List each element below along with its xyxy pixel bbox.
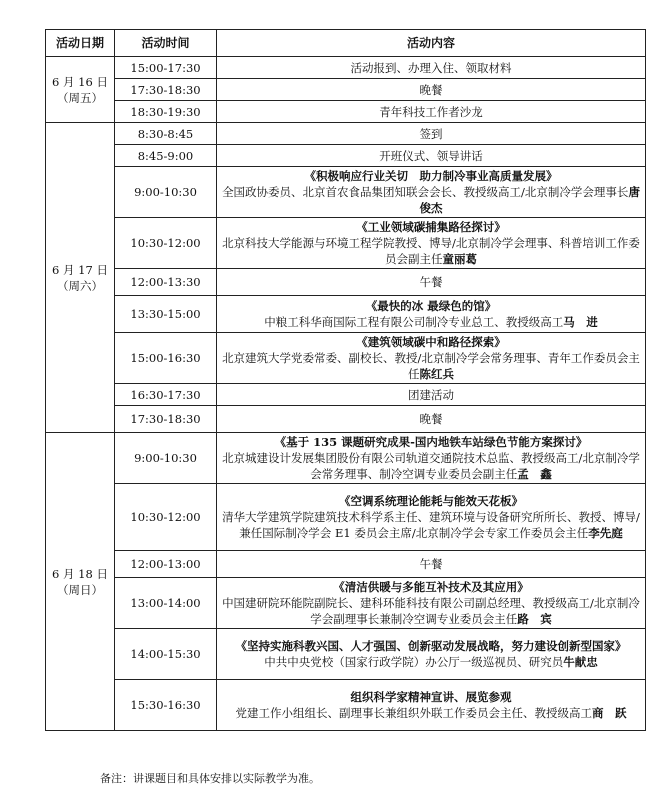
lecture-title: 《建筑领域碳中和路径探索》	[356, 335, 506, 349]
footnote: 备注：讲课题目和具体安排以实际教学为准。	[100, 772, 320, 785]
lecture-title: 组织科学家精神宣讲、展览参观	[350, 690, 512, 704]
time-cell: 12:00-13:00	[115, 551, 217, 578]
table-row	[46, 578, 646, 629]
date-label: 6 月 16 日	[52, 74, 108, 89]
date-label: 6 月 17 日	[52, 262, 108, 277]
table-row	[46, 57, 646, 79]
speaker-role: 北京城建设计发展集团股份有限公司轨道交通院技术总监、教授级高工/北京制冷学会常务理事、制冷空调专业委员会副主任	[222, 451, 640, 481]
speaker-name: 唐俊杰	[419, 185, 640, 215]
table-row	[46, 433, 646, 484]
speaker-name: 李先庭	[588, 526, 623, 540]
time-cell: 10:30-12:00	[115, 484, 217, 551]
table-row	[46, 333, 646, 384]
lecture-title: 《基于 135 课题研究成果-国内地铁车站绿色节能方案探讨》	[274, 435, 588, 449]
speaker-role: 党建工作小组组长、副理事长兼组织外联工作委员会主任、教授级高工	[235, 706, 592, 720]
table-row	[46, 269, 646, 296]
table-row	[46, 145, 646, 167]
time-cell: 10:30-12:00	[115, 218, 217, 269]
table-row	[46, 123, 646, 145]
time-cell: 14:00-15:30	[115, 629, 217, 680]
table-row	[46, 551, 646, 578]
speaker-role: 北京建筑大学党委常委、副校长、教授/北京制冷学会常务理事、青年工作委员会主任	[222, 351, 640, 381]
date-cell	[46, 123, 115, 433]
time-cell: 13:00-14:00	[115, 578, 217, 629]
table-row	[46, 680, 646, 731]
time-cell: 18:30-19:30	[115, 101, 217, 123]
content-cell	[217, 333, 646, 384]
time-cell: 15:00-16:30	[115, 333, 217, 384]
speaker-name: 孟 鑫	[517, 467, 552, 481]
table-row	[46, 79, 646, 101]
table-row	[46, 296, 646, 333]
table-row	[46, 406, 646, 433]
header-time: 活动时间	[115, 30, 217, 57]
content-cell: 午餐	[217, 551, 646, 578]
content-cell: 活动报到、办理入住、领取材料	[217, 57, 646, 79]
content-cell: 晚餐	[217, 79, 646, 101]
date-cell	[46, 433, 115, 731]
time-cell: 9:00-10:30	[115, 167, 217, 218]
speaker-role: 中国建研院环能院副院长、建科环能科技有限公司副总经理、教授级高工/北京制冷学会副理事长兼制冷空调专业委员会主任	[222, 596, 640, 626]
lecture-title: 《坚持实施科教兴国、人才强国、创新驱动发展战略，努力建设创新型国家》	[235, 639, 627, 653]
speaker-role: 北京科技大学能源与环境工程学院教授、博导/北京制冷学会理事、科普培训工作委员会副主任	[222, 236, 640, 266]
content-cell	[217, 296, 646, 333]
lecture-title: 《清洁供暖与多能互补技术及其应用》	[333, 580, 529, 594]
header-date: 活动日期	[46, 30, 115, 57]
speaker-name: 牛献忠	[563, 655, 598, 669]
content-cell	[217, 680, 646, 731]
content-cell	[217, 629, 646, 680]
lecture-title: 《最快的冰 最绿色的馆》	[365, 299, 497, 313]
header-content: 活动内容	[217, 30, 646, 57]
table-row	[46, 101, 646, 123]
content-cell: 开班仪式、领导讲话	[217, 145, 646, 167]
time-cell: 12:00-13:30	[115, 269, 217, 296]
time-cell: 15:30-16:30	[115, 680, 217, 731]
table-row	[46, 167, 646, 218]
lecture-title: 《空调系统理论能耗与能效天花板》	[339, 494, 523, 508]
speaker-role: 中粮工科华商国际工程有限公司制冷专业总工、教授级高工	[264, 315, 564, 329]
speaker-role: 全国政协委员、北京首农食品集团知联会会长、教授级高工/北京制冷学会理事长	[222, 185, 629, 199]
speaker-name: 路 宾	[517, 612, 552, 626]
speaker-role: 中共中央党校（国家行政学院）办公厅一级巡视员、研究员	[264, 655, 564, 669]
table-row	[46, 384, 646, 406]
time-cell: 8:45-9:00	[115, 145, 217, 167]
speaker-name: 陈红兵	[419, 367, 454, 381]
table-row	[46, 484, 646, 551]
weekday-label: （周六）	[57, 278, 103, 293]
date-label: 6 月 18 日	[52, 566, 108, 581]
table-row	[46, 629, 646, 680]
time-cell: 8:30-8:45	[115, 123, 217, 145]
weekday-label: （周五）	[57, 90, 103, 105]
time-cell: 9:00-10:30	[115, 433, 217, 484]
content-cell: 晚餐	[217, 406, 646, 433]
content-cell: 团建活动	[217, 384, 646, 406]
content-cell	[217, 218, 646, 269]
table-row	[46, 218, 646, 269]
content-cell	[217, 433, 646, 484]
time-cell: 17:30-18:30	[115, 79, 217, 101]
time-cell: 13:30-15:00	[115, 296, 217, 333]
lecture-title: 《工业领域碳捕集路径探讨》	[356, 220, 506, 234]
content-cell	[217, 578, 646, 629]
content-cell	[217, 167, 646, 218]
lecture-title: 《积极响应行业关切 助力制冷事业高质量发展》	[304, 169, 558, 183]
content-cell: 青年科技工作者沙龙	[217, 101, 646, 123]
speaker-name: 商 跃	[592, 706, 627, 720]
content-cell: 签到	[217, 123, 646, 145]
time-cell: 16:30-17:30	[115, 384, 217, 406]
speaker-name: 马 进	[563, 315, 598, 329]
content-cell	[217, 484, 646, 551]
speaker-name: 童丽葛	[442, 252, 477, 266]
date-cell	[46, 57, 115, 123]
content-cell: 午餐	[217, 269, 646, 296]
weekday-label: （周日）	[57, 582, 103, 597]
header-row	[46, 30, 646, 57]
speaker-role: 清华大学建筑学院建筑技术科学系主任、建筑环境与设备研究所所长、教授、博导/兼任国际制冷学会 E1 委员会主席/北京制冷学会专家工作委员会主任	[222, 510, 640, 540]
schedule-table	[45, 29, 646, 731]
time-cell: 17:30-18:30	[115, 406, 217, 433]
time-cell: 15:00-17:30	[115, 57, 217, 79]
